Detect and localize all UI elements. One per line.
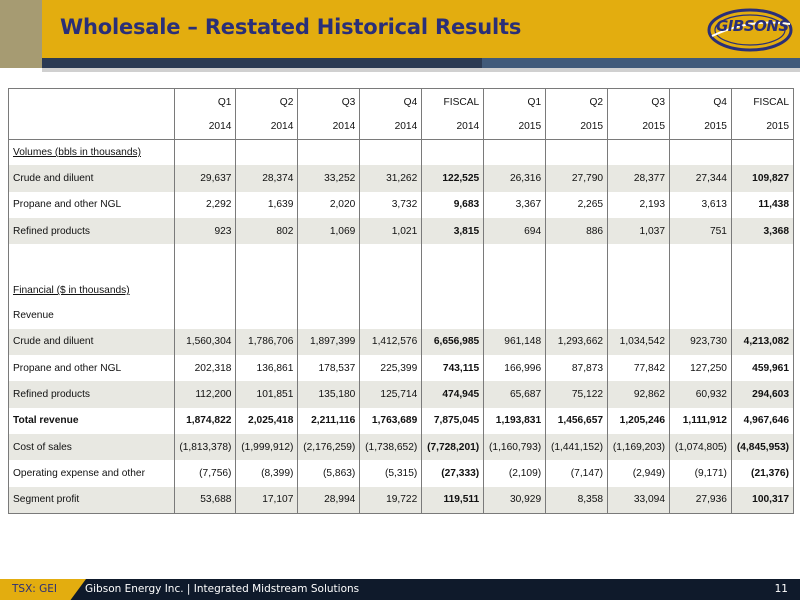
table-cell: (5,863) [298,460,360,486]
table-cell: 28,994 [298,487,360,513]
table-cell [422,139,484,165]
table-cell [670,270,732,302]
table-cell [174,244,236,270]
table-cell: 694 [484,218,546,244]
table-cell: (7,756) [174,460,236,486]
table-cell [484,139,546,165]
column-header-period: FISCAL [422,89,484,115]
table-cell: 1,293,662 [546,329,608,355]
table-cell: 127,250 [670,355,732,381]
table-cell: (1,169,203) [608,434,670,460]
table-cell: 294,603 [731,381,793,407]
page-number: 11 [774,583,788,595]
table-cell [608,302,670,328]
table-cell: 2,193 [608,192,670,218]
table-cell: (1,738,652) [360,434,422,460]
table-cell: 1,786,706 [236,329,298,355]
row-label: Revenue [13,310,54,322]
table-cell: 923 [174,218,236,244]
column-header-period: Q1 [484,89,546,115]
table-cell: 3,368 [731,218,793,244]
footer-ticker: TSX: GEI [12,583,58,595]
row-label: Refined products [9,381,174,407]
table-cell: 119,511 [422,487,484,513]
header-row-year [9,115,793,139]
table-cell [546,139,608,165]
table-cell: 1,456,657 [546,408,608,434]
table-cell [608,270,670,302]
column-header-year: 2014 [236,115,298,139]
column-header-year: 2015 [731,115,793,139]
table-cell: 27,344 [670,165,732,191]
row-label: Propane and other NGL [13,199,122,211]
table-cell: 3,613 [670,192,732,218]
table-cell: 1,412,576 [360,329,422,355]
table-cell [360,270,422,302]
table-row [9,218,793,244]
table-cell [236,139,298,165]
column-header-year: 2015 [608,115,670,139]
table-cell [731,139,793,165]
table-cell: (1,441,152) [546,434,608,460]
table-cell: (4,845,953) [731,434,793,460]
column-header-year: 2015 [484,115,546,139]
table-cell: (9,171) [670,460,732,486]
table-cell: (1,074,805) [670,434,732,460]
column-header-year: 2014 [298,115,360,139]
table-cell: 17,107 [236,487,298,513]
table-cell [670,139,732,165]
table-cell: 225,399 [360,355,422,381]
table-cell: 28,374 [236,165,298,191]
row-label: Total revenue [13,415,79,427]
table-cell: 60,932 [670,381,732,407]
table-cell: 29,637 [174,165,236,191]
table-cell: 11,438 [731,192,793,218]
table-cell: 1,069 [298,218,360,244]
table-cell [608,244,670,270]
table-row [9,302,793,328]
table-cell: 3,732 [360,192,422,218]
table-cell: 1,897,399 [298,329,360,355]
header-side-block [0,0,42,68]
table-cell: 474,945 [422,381,484,407]
table-cell: 7,875,045 [422,408,484,434]
table-cell [422,270,484,302]
table-cell: 1,037 [608,218,670,244]
row-label: Volumes (bbls in thousands) [9,139,174,165]
table-cell: 101,851 [236,381,298,407]
table-cell: 8,358 [546,487,608,513]
table-cell: 4,213,082 [731,329,793,355]
header-corner [9,115,174,139]
table-cell: 30,929 [484,487,546,513]
table-cell: (2,176,259) [298,434,360,460]
table-cell [236,270,298,302]
table-cell [236,302,298,328]
table-cell: (2,949) [608,460,670,486]
page-title: Wholesale – Restated Historical Results [60,15,522,39]
table-cell [670,244,732,270]
table-cell: 459,961 [731,355,793,381]
table-cell: 9,683 [422,192,484,218]
results-grid [9,89,793,513]
table-cell: 31,262 [360,165,422,191]
row-label [9,244,174,270]
column-header-period: Q4 [360,89,422,115]
table-cell: (27,333) [422,460,484,486]
table-row [9,270,793,302]
table-cell: (8,399) [236,460,298,486]
row-label: Segment profit [9,487,174,513]
footer-company: Gibson Energy Inc. | Integrated Midstream Solutions [85,583,360,595]
table-cell [298,139,360,165]
table-cell [236,244,298,270]
table-cell: 19,722 [360,487,422,513]
table-cell: 33,094 [608,487,670,513]
table-cell [360,244,422,270]
row-label: Cost of sales [9,434,174,460]
table-row [9,329,793,355]
logo-text: GIBSONS [716,17,789,35]
column-header-year: 2014 [360,115,422,139]
table-row [9,408,793,434]
table-cell: 2,265 [546,192,608,218]
table-cell: 4,967,646 [731,408,793,434]
table-cell [608,139,670,165]
table-cell: 75,122 [546,381,608,407]
row-label: Operating expense and other [13,467,145,479]
table-cell: 65,687 [484,381,546,407]
table-cell [484,302,546,328]
table-cell: 923,730 [670,329,732,355]
table-row [9,192,793,218]
header-rule [42,68,800,72]
table-cell: 6,656,985 [422,329,484,355]
table-cell: (7,147) [546,460,608,486]
table-row [9,355,793,381]
column-header-period: FISCAL [731,89,793,115]
table-cell: 122,525 [422,165,484,191]
table-cell [360,302,422,328]
table-row [9,434,793,460]
header-corner [9,89,174,115]
column-header-year: 2015 [670,115,732,139]
row-label: Crude and diluent [9,165,174,191]
table-cell: 87,873 [546,355,608,381]
table-cell [484,270,546,302]
table-cell: 1,021 [360,218,422,244]
table-cell: 3,815 [422,218,484,244]
row-label: Financial ($ in thousands) [13,285,130,297]
table-row [9,487,793,513]
table-row [9,244,793,270]
table-cell [546,302,608,328]
table-cell: 125,714 [360,381,422,407]
results-table [8,88,794,514]
table-cell: 961,148 [484,329,546,355]
column-header-period: Q1 [174,89,236,115]
table-cell [360,139,422,165]
table-cell: 2,020 [298,192,360,218]
table-cell [731,302,793,328]
table-cell: 53,688 [174,487,236,513]
table-cell [484,244,546,270]
table-cell [174,302,236,328]
table-cell [298,270,360,302]
table-cell: 1,034,542 [608,329,670,355]
table-cell: 135,180 [298,381,360,407]
table-cell: 3,367 [484,192,546,218]
table-cell: 1,193,831 [484,408,546,434]
table-cell: 100,317 [731,487,793,513]
table-row [9,381,793,407]
row-label: Crude and diluent [9,329,174,355]
table-cell: 109,827 [731,165,793,191]
table-cell [174,139,236,165]
column-header-period: Q3 [608,89,670,115]
table-cell [298,244,360,270]
table-cell: 1,763,689 [360,408,422,434]
table-cell: 27,790 [546,165,608,191]
table-cell: 802 [236,218,298,244]
row-label: Refined products [9,218,174,244]
column-header-year: 2015 [546,115,608,139]
table-row [9,460,793,486]
table-cell: 136,861 [236,355,298,381]
column-header-year: 2014 [174,115,236,139]
table-cell: 178,537 [298,355,360,381]
table-row [9,139,793,165]
table-cell: 1,639 [236,192,298,218]
table-cell: (7,728,201) [422,434,484,460]
table-cell: 28,377 [608,165,670,191]
table-cell [174,270,236,302]
table-cell: (1,999,912) [236,434,298,460]
table-cell: 26,316 [484,165,546,191]
table-cell: 27,936 [670,487,732,513]
table-cell [546,270,608,302]
column-header-year: 2014 [422,115,484,139]
column-header-period: Q2 [236,89,298,115]
table-cell [422,244,484,270]
table-cell: 1,205,246 [608,408,670,434]
header-row-period [9,89,793,115]
table-cell: 1,874,822 [174,408,236,434]
table-cell: 2,292 [174,192,236,218]
table-cell [546,244,608,270]
table-cell: 751 [670,218,732,244]
table-cell [422,302,484,328]
table-cell [298,302,360,328]
table-cell: 1,560,304 [174,329,236,355]
table-cell: (1,160,793) [484,434,546,460]
table-cell [670,302,732,328]
table-cell: 743,115 [422,355,484,381]
column-header-period: Q2 [546,89,608,115]
table-cell: 202,318 [174,355,236,381]
table-cell: 33,252 [298,165,360,191]
table-cell: (1,813,378) [174,434,236,460]
table-cell: (5,315) [360,460,422,486]
table-cell: 2,025,418 [236,408,298,434]
table-cell: 92,862 [608,381,670,407]
table-cell: 112,200 [174,381,236,407]
table-row [9,165,793,191]
row-label: Propane and other NGL [13,362,122,374]
table-cell: (2,109) [484,460,546,486]
table-cell: 886 [546,218,608,244]
table-cell: 2,211,116 [298,408,360,434]
table-cell [731,270,793,302]
column-header-period: Q4 [670,89,732,115]
table-cell: (21,376) [731,460,793,486]
column-header-period: Q3 [298,89,360,115]
table-cell: 166,996 [484,355,546,381]
table-cell: 1,111,912 [670,408,732,434]
table-cell [731,244,793,270]
table-cell: 77,842 [608,355,670,381]
header-strip-right [482,58,800,68]
